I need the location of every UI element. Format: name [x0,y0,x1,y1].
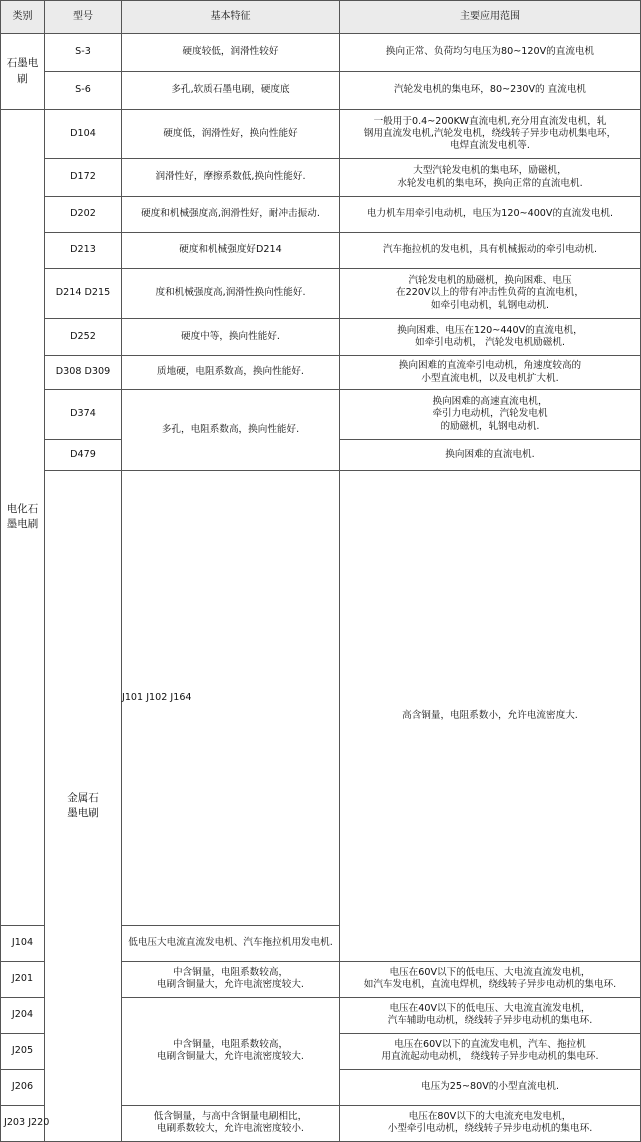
usage-cell: 电压在40V以下的低电压、大电流直流发电机， 汽车辅助电动机，绕线转子异步电动机的集电环. [340,997,641,1033]
model-cell: J205 [1,1033,45,1069]
usage-cell: 换向正常、负荷均匀电压为80~120V的直流电机 [340,34,641,72]
category-electrographite: 电化石 墨电刷 [1,110,45,926]
feature-cell: 高含铜量，电阻系数小，允许电流密度大. [340,471,641,962]
usage-cell: 大型汽轮发电机的集电环，励磁机， 水轮发电机的集电环，换向正常的直流电机. [340,159,641,197]
usage-cell: 汽轮发电机的集电环，80~230V的 直流电机 [340,72,641,110]
usage-cell: 汽车拖拉机的发电机，具有机械振动的牵引电动机. [340,233,641,269]
feature-cell: 中含铜量，电阻系数较高， 电刷含铜量大，允许电流密度较大. [122,997,340,1105]
table-row [1,110,641,159]
model-cell: J204 [1,997,45,1033]
feature-cell: 硬度中等，换向性能好. [122,319,340,356]
usage-cell: 低电压大电流直流发电机、汽车拖拉机用发电机. [122,925,340,961]
table-row [1,197,641,233]
usage-cell: 换向困难的高速直流电机， 牵引力电动机，汽轮发电机 的励磁机，轧钢电动机. [340,390,641,440]
model-cell: J101 J102 J164 [122,471,340,926]
model-cell: S-6 [45,72,122,110]
category-metal: 金属石 墨电刷 [45,471,122,1142]
feature-cell: 硬度较低，润滑性较好 [122,34,340,72]
usage-cell: 电压在60V以下的低电压、大电流直流发电机， 如汽车发电机，直流电焊机，绕线转子异步电动机的集电环. [340,961,641,997]
header-category: 类别 [1,1,45,34]
header-usage: 主要应用范围 [340,1,641,34]
usage-cell: 电力机车用牵引电动机，电压为120~400V的直流发电机. [340,197,641,233]
usage-cell: 换向困难、电压在120~440V的直流电机， 如牵引电动机， 汽轮发电机励磁机. [340,319,641,356]
feature-cell: 硬度和机械强度好D214 [122,233,340,269]
table-row [1,72,641,110]
model-cell: J104 [1,925,45,961]
table-row [1,471,641,926]
usage-cell: 一般用于0.4~200KW直流电机,充分用直流发电机，轧 钢用直流发电机,汽轮发电机，绕线转子异步电动机集电环， 电焊直流发电机等. [340,110,641,159]
usage-cell: 电压在80V以下的大电流充电发电机， 小型牵引电动机，绕线转子异步电动机的集电环. [340,1105,641,1141]
feature-cell: 多孔，电阻系数高，换向性能好. [122,390,340,471]
usage-cell: 汽轮发电机的励磁机，换向困难、电压 在220V以上的带有冲击性负荷的直流电机， 如牵引电动机，轧钢电动机. [340,269,641,319]
model-cell: D214 D215 [45,269,122,319]
usage-cell: 电压为25~80V的小型直流电机. [340,1069,641,1105]
model-cell: D202 [45,197,122,233]
header-row [1,1,641,34]
model-cell: D252 [45,319,122,356]
table-row [1,34,641,72]
feature-cell: 低含铜量，与高中含铜量电刷相比， 电刷系数较大，允许电流密度较小. [122,1105,340,1141]
table-row [1,269,641,319]
model-cell: J206 [1,1069,45,1105]
feature-cell: 度和机械强度高,润滑性换向性能好. [122,269,340,319]
table-row [1,159,641,197]
category-graphite: 石墨电刷 [1,34,45,110]
model-cell: J203 J220 [1,1105,45,1141]
table-row [1,319,641,356]
feature-cell: 硬度和机械强度高,润滑性好，耐冲击振动. [122,197,340,233]
header-feature: 基本特征 [122,1,340,34]
model-cell: D374 [45,390,122,440]
header-model: 型号 [45,1,122,34]
usage-cell: 换向困难的直流电机. [340,440,641,471]
model-cell: D104 [45,110,122,159]
usage-cell: 电压在60V以下的直流发电机，汽车、拖拉机 用直流起动电动机， 绕线转子异步电动机的集电环. [340,1033,641,1069]
table-row [1,356,641,390]
feature-cell: 质地硬，电阻系数高，换向性能好. [122,356,340,390]
feature-cell: 多孔,软质石墨电刷，硬度底 [122,72,340,110]
model-cell: J201 [1,961,45,997]
usage-cell: 换向困难的直流牵引电动机，角速度较高的 小型直流电机，以及电机扩大机. [340,356,641,390]
model-cell: D172 [45,159,122,197]
table-row [1,390,641,440]
table-row [1,233,641,269]
model-cell: D213 [45,233,122,269]
feature-cell: 硬度低，润滑性好，换向性能好 [122,110,340,159]
model-cell: D479 [45,440,122,471]
model-cell: D308 D309 [45,356,122,390]
model-cell: S-3 [45,34,122,72]
feature-cell: 中含铜量，电阻系数较高， 电刷含铜量大，允许电流密度较大. [122,961,340,997]
feature-cell: 润滑性好，摩擦系数低,换向性能好. [122,159,340,197]
